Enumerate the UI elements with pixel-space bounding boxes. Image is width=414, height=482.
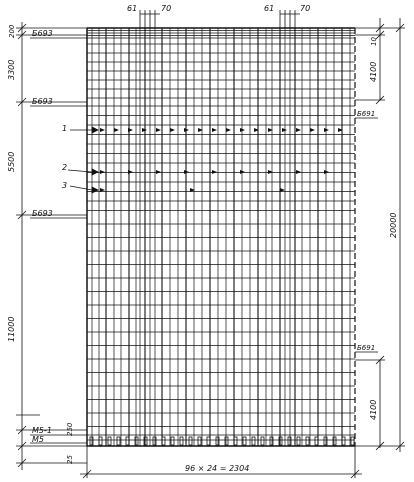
row-1-marker	[156, 128, 161, 132]
row-2-marker	[100, 170, 105, 174]
bottom-stirrup	[261, 437, 264, 445]
row-1-marker	[100, 128, 105, 132]
dim-250: 250	[66, 422, 74, 436]
top-offset-61-left: 61	[127, 4, 138, 13]
left-dimension-chain	[16, 22, 87, 470]
dim-11000: 11000	[7, 316, 16, 342]
dim-5500: 5500	[7, 151, 16, 172]
bottom-stirrup	[351, 437, 354, 445]
bottom-stirrup	[90, 437, 93, 445]
bottom-stirrup	[108, 437, 111, 445]
right-bar-label-leaders	[355, 118, 378, 352]
bottom-stirrup	[288, 437, 291, 445]
top-offset-61-right: 61	[264, 4, 275, 13]
row-2-marker	[324, 170, 329, 174]
dim-200: 200	[8, 24, 16, 38]
row-1-marker	[324, 128, 329, 132]
label-m5: М5	[32, 435, 44, 444]
row-1-marker	[282, 128, 287, 132]
row-1-marker	[296, 128, 301, 132]
dim-4100-top: 4100	[369, 61, 378, 82]
bottom-stirrup	[297, 437, 300, 445]
bottom-stirrup	[99, 437, 102, 445]
bottom-stirrup	[225, 437, 228, 445]
row-1-marker	[128, 128, 133, 132]
bottom-stirrup	[333, 437, 336, 445]
row-1-marker	[240, 128, 245, 132]
horizontal-bars-group	[87, 28, 355, 446]
dim-25: 25	[66, 455, 74, 464]
label-b693-lower: Б693	[32, 209, 53, 218]
row-2-marker	[128, 170, 133, 174]
bottom-stirrup	[189, 437, 192, 445]
callout-2: 2	[62, 163, 68, 172]
bottom-stirrup	[270, 437, 273, 445]
row-1-marker	[226, 128, 231, 132]
bottom-stirrup	[153, 437, 156, 445]
bottom-stirrup	[306, 437, 309, 445]
dim-4100-bottom: 4100	[369, 399, 378, 420]
callout-3: 3	[62, 181, 68, 190]
label-m5-1: М5-1	[32, 426, 52, 435]
top-offset-70-left: 70	[161, 4, 172, 13]
bottom-stirrup	[252, 437, 255, 445]
dim-3300: 3300	[7, 59, 16, 80]
bottom-stirrup	[180, 437, 183, 445]
label-b691-lower: Б691	[357, 344, 376, 352]
row-1-marker	[212, 128, 217, 132]
callout-leaders	[68, 127, 98, 193]
row-2-marker	[156, 170, 161, 174]
bottom-stirrup	[135, 437, 138, 445]
label-b693-middle: Б693	[32, 97, 53, 106]
row-2-marker	[240, 170, 245, 174]
row-2-marker	[296, 170, 301, 174]
callout-1: 1	[62, 124, 68, 133]
bottom-stirrup	[198, 437, 201, 445]
bottom-stirrup	[171, 437, 174, 445]
bottom-stirrup	[117, 437, 120, 445]
row-1-marker	[114, 128, 119, 132]
row-1-marker	[310, 128, 315, 132]
dim-20000: 20000	[389, 212, 398, 238]
label-b693-top: Б693	[32, 29, 53, 38]
bottom-stirrup	[243, 437, 246, 445]
row-1-marker	[170, 128, 175, 132]
row-2-marker	[212, 170, 217, 174]
bottom-dim-label: 96 × 24 = 2304	[185, 464, 250, 473]
vertical-bars-group	[87, 28, 350, 446]
bottom-dimension	[80, 446, 362, 478]
label-b691-upper: Б691	[357, 110, 376, 118]
top-offset-70-right: 70	[300, 4, 311, 13]
dim-10: 10	[370, 37, 378, 46]
bottom-stirrup	[324, 437, 327, 445]
bottom-stirrup	[216, 437, 219, 445]
